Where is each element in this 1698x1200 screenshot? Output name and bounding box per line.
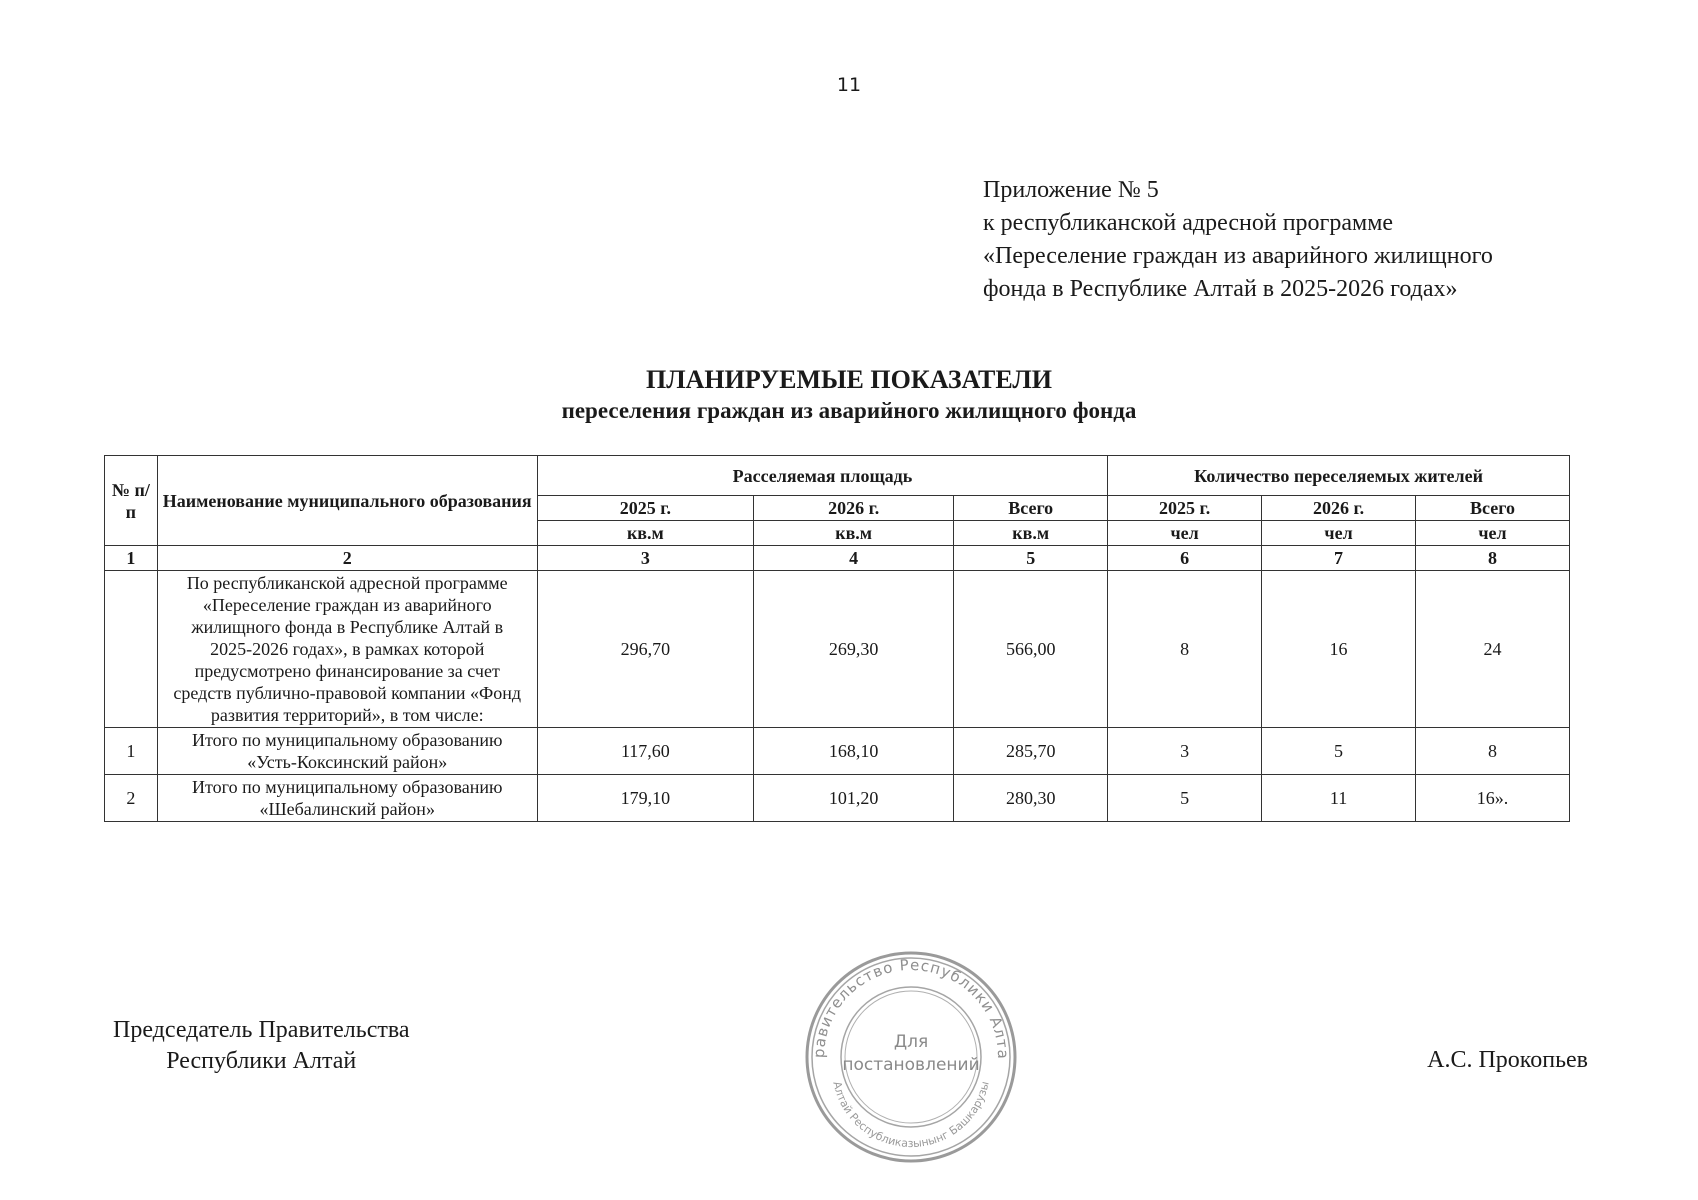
appendix-line: фонда в Республике Алтай в 2025-2026 годах» <box>983 276 1458 302</box>
title-sub: переселения граждан из аварийного жилищного фонда <box>561 398 1137 423</box>
column-number: 6 <box>1108 546 1262 571</box>
column-number: 5 <box>954 546 1108 571</box>
header-year: 2026 г. <box>754 496 954 521</box>
header-unit: чел <box>1262 521 1416 546</box>
table-row <box>105 728 1570 775</box>
header-year: 2026 г. <box>1262 496 1416 521</box>
row-value: 5 <box>1108 775 1262 822</box>
header-year: 2025 г. <box>1108 496 1262 521</box>
seal-center-line: Для <box>893 1032 929 1052</box>
header-people-group: Количество переселяемых жителей <box>1108 456 1570 496</box>
signatory-position-line: Председатель Правительства <box>113 1017 410 1043</box>
header-year: Всего <box>954 496 1108 521</box>
row-num <box>105 571 158 728</box>
row-value: 24 <box>1416 571 1570 728</box>
row-value: 168,10 <box>754 728 954 775</box>
row-value: 8 <box>1108 571 1262 728</box>
seal-bottom-text: Алтай Республиказынынг Башкарузы <box>830 1080 992 1151</box>
header-unit: кв.м <box>537 521 753 546</box>
appendix-header <box>983 174 1493 306</box>
row-value: 179,10 <box>537 775 753 822</box>
column-number: 4 <box>754 546 954 571</box>
column-number: 3 <box>537 546 753 571</box>
appendix-line: «Переселение граждан из аварийного жилищного <box>983 243 1493 269</box>
row-value: 117,60 <box>537 728 753 775</box>
row-value: 16». <box>1416 775 1570 822</box>
header-name: Наименование муниципального образования <box>157 456 537 546</box>
row-name: Итого по муниципальному образованию «Усть-Коксинский район» <box>157 728 537 775</box>
row-value: 16 <box>1262 571 1416 728</box>
row-value: 285,70 <box>954 728 1108 775</box>
header-unit: кв.м <box>954 521 1108 546</box>
indicators-table <box>104 455 1570 822</box>
row-name: По республиканской адресной программе «Переселение граждан из аварийного жилищного фонда в Республике Алтай в 2025-2026 годах», в рамках которой предусмотрено финансирование за счет средств публично-правовой компании «Фонд развития территорий», в том числе: <box>157 571 537 728</box>
appendix-line: Приложение № 5 <box>983 177 1159 203</box>
table-row <box>105 775 1570 822</box>
row-value: 8 <box>1416 728 1570 775</box>
column-number: 8 <box>1416 546 1570 571</box>
page-number: 11 <box>836 74 862 96</box>
header-num: № п/п <box>105 456 158 546</box>
row-value: 296,70 <box>537 571 753 728</box>
signatory-position-line: Республики Алтай <box>166 1048 357 1074</box>
row-value: 11 <box>1262 775 1416 822</box>
seal-outer-text: равительство Республики Алта <box>809 955 1013 1060</box>
row-num: 1 <box>105 728 158 775</box>
seal-center-line: постановлений <box>842 1055 980 1075</box>
document-title <box>0 364 1698 426</box>
table-row-total <box>105 571 1570 728</box>
signatory-name: А.С. Прокопьев <box>1427 1047 1588 1073</box>
header-unit: чел <box>1416 521 1570 546</box>
header-year: 2025 г. <box>537 496 753 521</box>
official-seal <box>802 948 1020 1166</box>
header-unit: чел <box>1108 521 1262 546</box>
header-year: Всего <box>1416 496 1570 521</box>
appendix-line: к республиканской адресной программе <box>983 210 1394 236</box>
column-number: 1 <box>105 546 158 571</box>
seal-center-text <box>802 1031 1020 1077</box>
row-value: 3 <box>1108 728 1262 775</box>
row-value: 101,20 <box>754 775 954 822</box>
signatory-position <box>113 1015 410 1077</box>
row-name: Итого по муниципальному образованию «Шебалинский район» <box>157 775 537 822</box>
column-number: 2 <box>157 546 537 571</box>
row-value: 566,00 <box>954 571 1108 728</box>
row-num: 2 <box>105 775 158 822</box>
column-number: 7 <box>1262 546 1416 571</box>
row-value: 280,30 <box>954 775 1108 822</box>
header-unit: кв.м <box>754 521 954 546</box>
title-main: ПЛАНИРУЕМЫЕ ПОКАЗАТЕЛИ <box>646 365 1052 394</box>
row-value: 269,30 <box>754 571 954 728</box>
row-value: 5 <box>1262 728 1416 775</box>
header-area-group: Расселяемая площадь <box>537 456 1107 496</box>
